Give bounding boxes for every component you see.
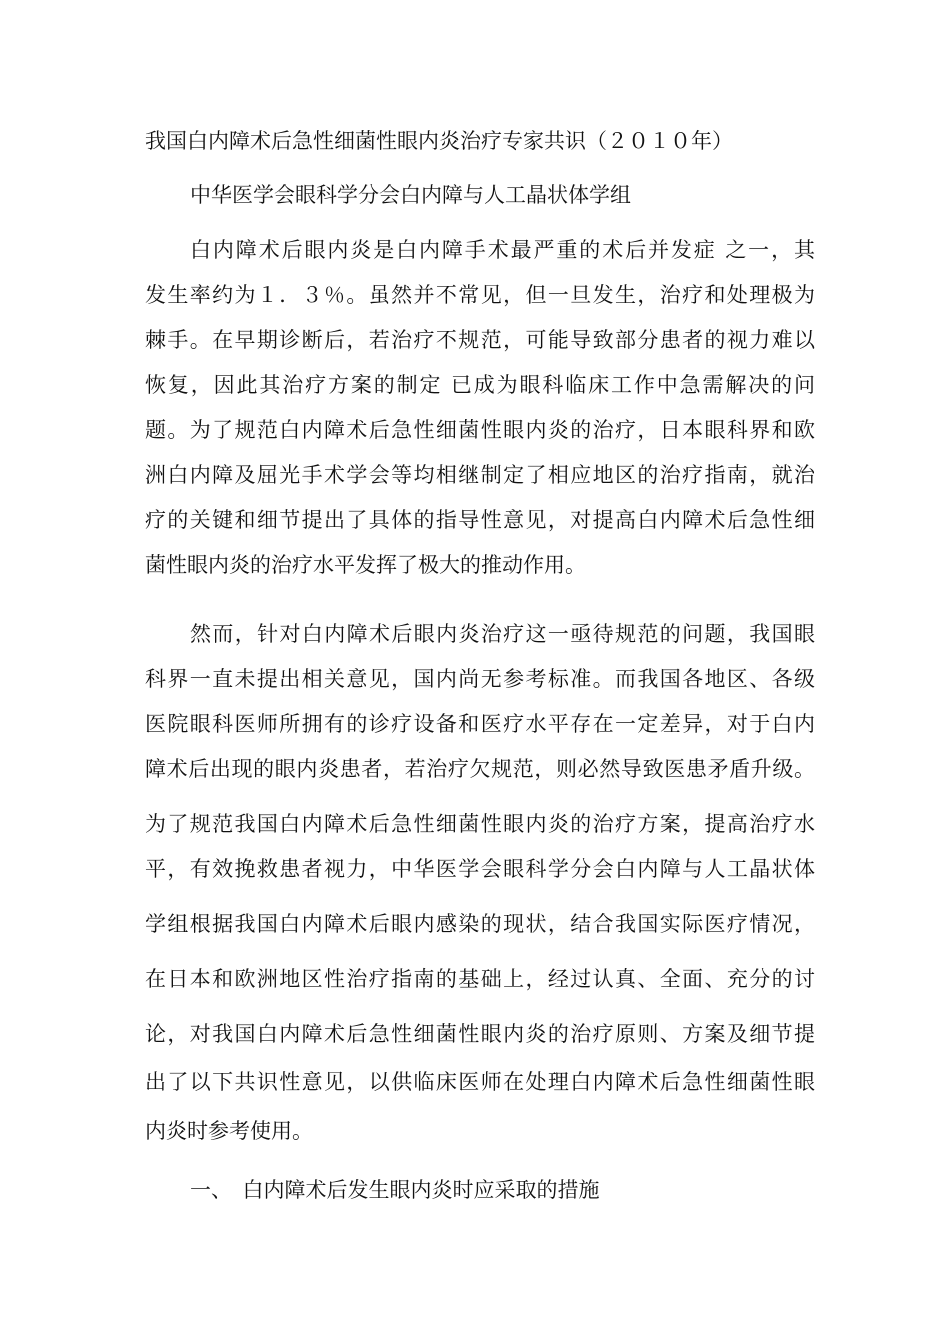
paragraph-2-line: 科界一直未提出相关意见，国内尚无参考标准。而我国各地区、各级 [145,667,815,691]
paragraph-2-line: 论，对我国白内障术后急性细菌性眼内炎的治疗原则、方案及细节提 [145,1022,815,1046]
paragraph-1-line: 洲白内障及屈光手术学会等均相继制定了相应地区的治疗指南，就治 [145,463,815,487]
paragraph-1-line: 棘手。在早期诊断后，若治疗不规范，可能导致部分患者的视力难以 [145,328,815,352]
document-title: 我国白内障术后急性细菌性眼内炎治疗专家共识（２０１０年） [145,129,733,153]
paragraph-2-line: 在日本和欧洲地区性治疗指南的基础上，经过认真、全面、充分的讨 [145,967,815,991]
section-1-heading: 一、 白内障术后发生眼内炎时应采取的措施 [190,1178,600,1202]
paragraph-2-line: 然而，针对白内障术后眼内炎治疗这一亟待规范的问题，我国眼 [190,622,815,646]
paragraph-1-line: 恢复，因此其治疗方案的制定 已成为眼科临床工作中急需解决的问 [145,373,815,397]
document-author: 中华医学会眼科学分会白内障与人工晶状体学组 [190,183,631,207]
paragraph-2-line: 学组根据我国白内障术后眼内感染的现状，结合我国实际医疗情况， [145,912,815,936]
paragraph-2-line: 平，有效挽救患者视力，中华医学会眼科学分会白内障与人工晶状体 [145,857,815,881]
paragraph-2-line: 为了规范我国白内障术后急性细菌性眼内炎的治疗方案，提高治疗水 [145,812,815,836]
paragraph-1-line: 题。为了规范白内障术后急性细菌性眼内炎的治疗，日本眼科界和欧 [145,418,815,442]
paragraph-1-line: 菌性眼内炎的治疗水平发挥了极大的推动作用。 [145,553,586,577]
paragraph-1-line: 发生率约为１．３％。虽然并不常见，但一旦发生，治疗和处理极为 [145,283,815,307]
paragraph-2-line: 内炎时参考使用。 [145,1119,313,1143]
paragraph-2-line: 障术后出现的眼内炎患者，若治疗欠规范，则必然导致医患矛盾升级。 [145,757,815,781]
paragraph-1-line: 白内障术后眼内炎是白内障手术最严重的术后并发症 之一，其 [190,238,815,262]
paragraph-1-line: 疗的关键和细节提出了具体的指导性意见，对提高白内障术后急性细 [145,508,815,532]
paragraph-2-line: 医院眼科医师所拥有的诊疗设备和医疗水平存在一定差异，对于白内 [145,712,815,736]
paragraph-2-line: 出了以下共识性意见，以供临床医师在处理白内障术后急性细菌性眼 [145,1070,815,1094]
